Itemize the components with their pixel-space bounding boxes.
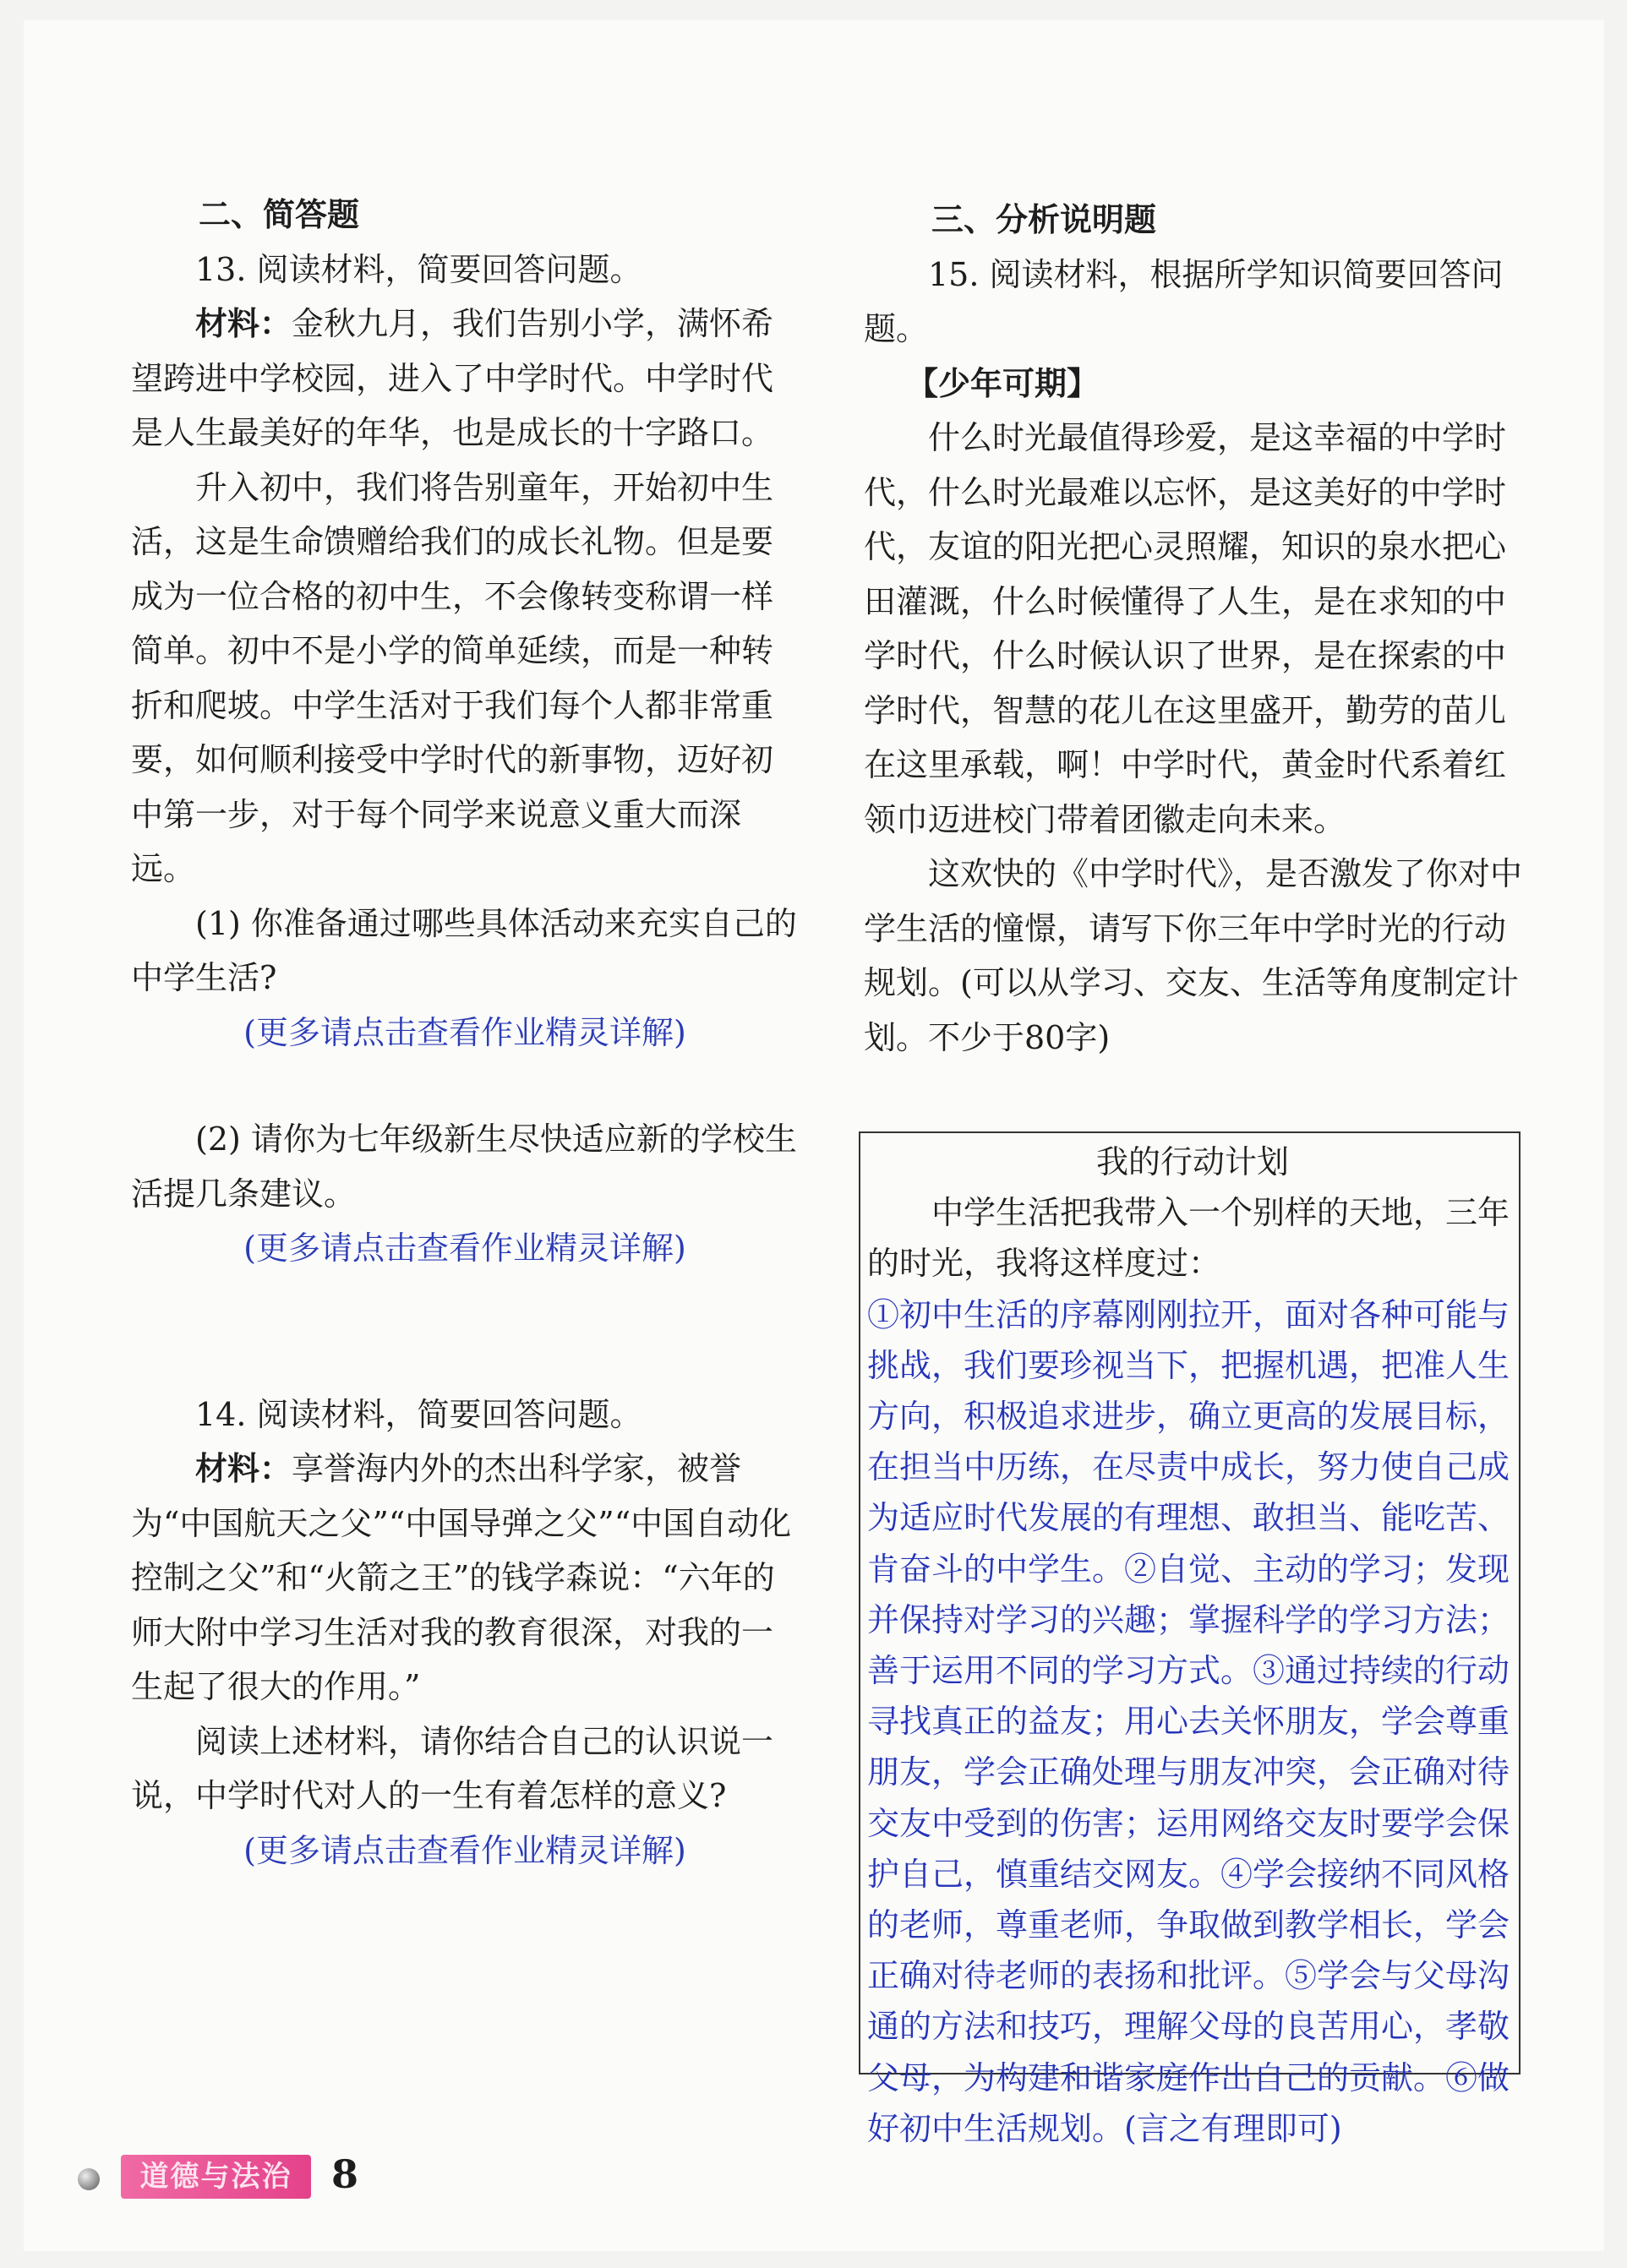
poem-text: 什么时光最值得珍爱，是这幸福的中学时代，什么时光最难以忘怀，是这美好的中学时代，友谊的阳光把心灵照耀，知识的泉水把心田灌溉，什么时候懂得了人生，是在求知的中学时代，什么时候认识了世界，是在探索的中学时代，智慧的花儿在这里盛开，勤劳的苗儿在这里承载，啊！中学时代，黄金时代系着红领巾迈进校门带着团徽走向未来。: [864, 419, 1507, 838]
footer-bullet-icon: [78, 2168, 100, 2190]
poem-title: 【少年可期】: [906, 364, 1100, 402]
q14-intro: 14. 阅读材料，简要回答问题。: [195, 1395, 642, 1433]
section-3-title: 三、分析说明题: [931, 201, 1157, 238]
left-column: [131, 188, 799, 1878]
subject-logo: 道德与法治: [121, 2155, 311, 2199]
q13-material-p2: 升入初中，我们将告别童年，开始初中生活，这是生命馈赠给我们的成长礼物。但是要成为一位合格的初中生，不会像转变称谓一样简单。初中不是小学的简单延续，而是一种转折和爬坡。中学生活对于我们每个人都非常重要，如何顺利接受中学时代的新事物，迈好初中第一步，对于每个同学来说意义重大而深远。: [131, 468, 774, 887]
q13-material-p1: 金秋九月，我们告别小学，满怀希望跨进中学校园，进入了中学时代。中学时代是人生最美好的年华，也是成长的十字路口。: [131, 305, 774, 451]
page-number: 8: [331, 2151, 359, 2197]
q13-material: [131, 297, 799, 461]
plan-title: 我的行动计划: [1095, 1143, 1289, 1180]
action-plan-content: [867, 1137, 1518, 2154]
plan-intro: 中学生活把我带入一个别样的天地，三年的时光，我将这样度过：: [867, 1194, 1510, 1283]
q13-sub1: (1) 你准备通过哪些具体活动来充实自己的中学生活?: [131, 904, 797, 996]
detail-link-3[interactable]: (更多请点击查看作业精灵详解): [243, 1831, 686, 1869]
q15-intro: 15. 阅读材料，根据所学知识简要回答问题。: [864, 255, 1504, 347]
q13-sub2: (2) 请你为七年级新生尽快适应新的学校生活提几条建议。: [131, 1120, 797, 1213]
right-column: [864, 193, 1531, 1065]
q15-task: 这欢快的《中学时代》，是否激发了你对中学生活的憧憬，请写下你三年中学时光的行动规划。(可以从学习、交友、生活等角度制定计划。不少于80字): [864, 855, 1523, 1056]
plan-answer: ①初中生活的序幕刚刚拉开，面对各种可能与挑战，我们要珍视当下，把握机遇，把准人生方向，积极追求进步，确立更高的发展目标，在担当中历练，在尽责中成长，努力使自己成为适应时代发展的有理想、敢担当、能吃苦、肯奋斗的中学生。②自觉、主动的学习；发现并保持对学习的兴趣；掌握科学的学习方法；善于运用不同的学习方式。③通过持续的行动寻找真正的益友；用心去关怀朋友，学会尊重朋友，学会正确处理与朋友冲突，会正确对待交友中受到的伤害；运用网络交友时要学会保护自己，慎重结交网友。④学会接纳不同风格的老师，尊重老师，争取做到教学相长，学会正确对待老师的表扬和批评。⑤学会与父母沟通的方法和技巧，理解父母的良苦用心，孝敬父母，为构建和谐家庭作出自己的贡献。⑥做好初中生活规划。(言之有理即可): [867, 1295, 1510, 2147]
q14-question: 阅读上述材料，请你结合自己的认识说一说，中学时代对人的一生有着怎样的意义?: [131, 1722, 774, 1814]
q14-material: [131, 1442, 799, 1715]
detail-link-2[interactable]: (更多请点击查看作业精灵详解): [243, 1229, 686, 1267]
q14-material-text: 享誉海内外的杰出科学家，被誉为“中国航天之父”“中国导弹之父”“中国自动化控制之父”和“火箭之王”的钱学森说：“六年的师大附中学习生活对我的教育很深，对我的一生起了很大的作用。”: [131, 1450, 792, 1705]
q13-intro: 13. 阅读材料，简要回答问题。: [195, 250, 642, 288]
q13-material-label: 材料：: [195, 305, 292, 342]
q14-material-label: 材料：: [195, 1450, 292, 1487]
section-2-title: 二、简答题: [199, 196, 360, 233]
detail-link-1[interactable]: (更多请点击查看作业精灵详解): [243, 1013, 686, 1051]
